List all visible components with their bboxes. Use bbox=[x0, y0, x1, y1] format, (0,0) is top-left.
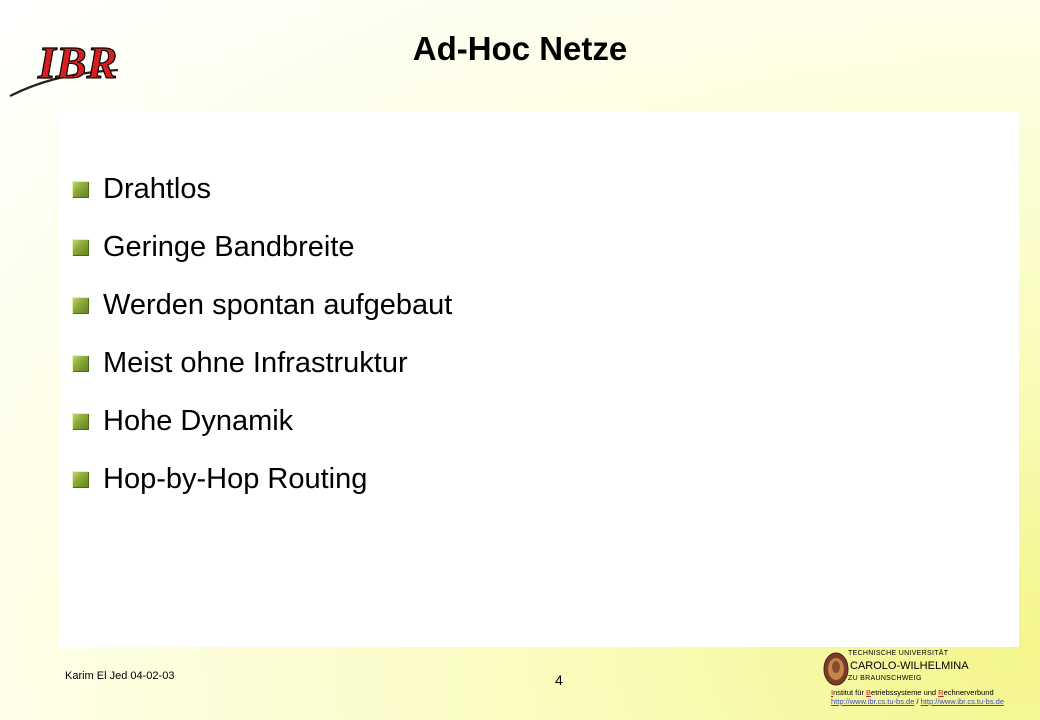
bullet-text: Geringe Bandbreite bbox=[103, 231, 355, 263]
list-item bbox=[72, 458, 452, 516]
institute-links: http://www.ibr.cs.tu-bs.de / http://www.ibr.cs.tu-bs.de bbox=[831, 697, 1005, 706]
bullet-square-icon bbox=[72, 413, 89, 430]
footer-author: Karim El Jed 04-02-03 bbox=[65, 670, 175, 682]
bullet-square-icon bbox=[72, 297, 89, 314]
university-name-line3: ZU BRAUNSCHWEIG bbox=[848, 675, 922, 682]
university-name-line2: CAROLO-WILHELMINA bbox=[850, 660, 969, 672]
bullet-text: Meist ohne Infrastruktur bbox=[103, 347, 408, 379]
institute-name: Institut für Betriebssysteme und Rechnerverbund bbox=[831, 688, 994, 697]
bullet-text: Werden spontan aufgebaut bbox=[103, 289, 453, 321]
university-name-line1: TECHNISCHE UNIVERSITÄT bbox=[848, 650, 949, 657]
page-title: Ad-Hoc Netze bbox=[412, 30, 628, 67]
institute-link[interactable]: http://www.ibr.cs.tu-bs.de bbox=[831, 697, 915, 706]
bullet-list bbox=[72, 168, 452, 516]
bullet-text: Drahtlos bbox=[103, 173, 211, 205]
bullet-square-icon bbox=[72, 181, 89, 198]
list-item bbox=[72, 226, 452, 284]
bullet-square-icon bbox=[72, 355, 89, 372]
list-item bbox=[72, 342, 452, 400]
bullet-square-icon bbox=[72, 471, 89, 488]
bullet-square-icon bbox=[72, 239, 89, 256]
list-item bbox=[72, 168, 452, 226]
university-seal-icon bbox=[823, 652, 849, 686]
logo-text: IBR bbox=[38, 37, 118, 88]
list-item bbox=[72, 284, 452, 342]
list-item bbox=[72, 400, 452, 458]
bullet-text: Hohe Dynamik bbox=[103, 405, 294, 437]
institute-link[interactable]: http://www.ibr.cs.tu-bs.de bbox=[920, 697, 1005, 706]
page-number: 4 bbox=[555, 672, 563, 688]
bullet-text: Hop-by-Hop Routing bbox=[103, 463, 368, 495]
